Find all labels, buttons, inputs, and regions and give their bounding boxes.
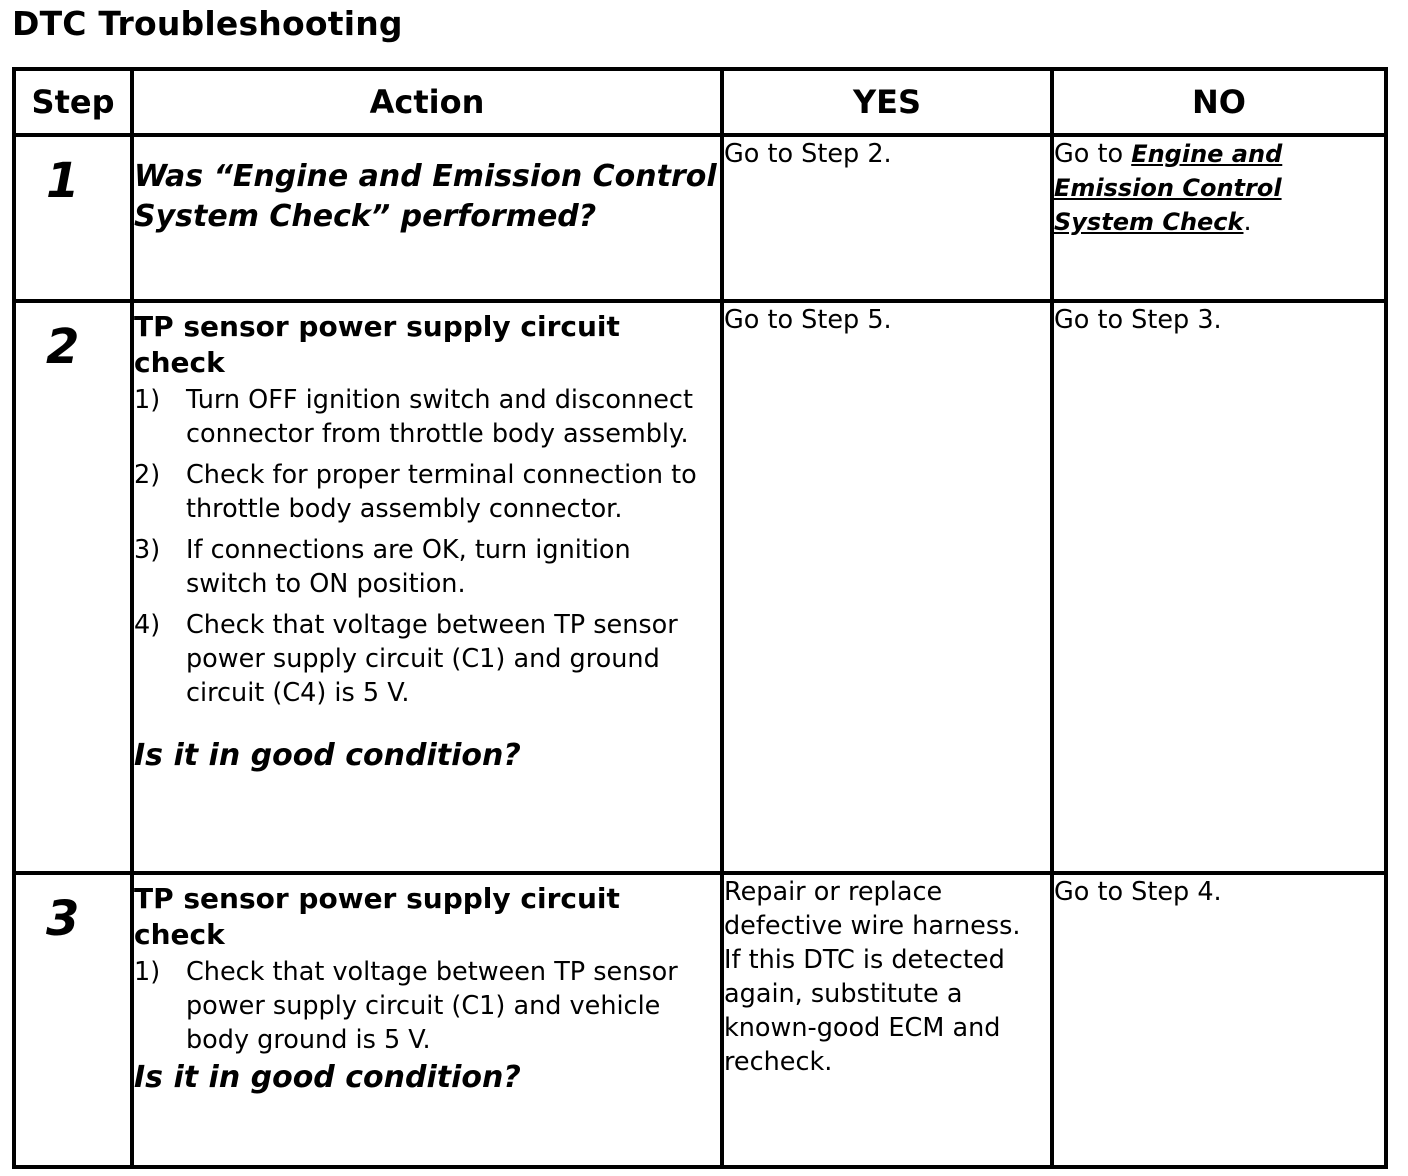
substep-text: If connections are OK, turn ignition switch to ON position. <box>186 535 631 599</box>
substep-item <box>134 955 720 1057</box>
no-text: Go to Step 4. <box>1054 877 1222 907</box>
substep-number: 1) <box>134 385 161 415</box>
step-number: 3 <box>46 891 80 947</box>
dtc-troubleshooting-table <box>12 67 1388 1169</box>
step-cell <box>14 301 132 873</box>
yes-cell <box>722 301 1052 873</box>
no-text: Go to Step 3. <box>1054 305 1222 335</box>
action-cell <box>132 301 722 873</box>
yes-text-repair: Repair or replace defective wire harness. <box>724 877 1021 941</box>
action-cell <box>132 135 722 301</box>
substep-item <box>134 383 720 451</box>
step-number: 1 <box>46 153 80 209</box>
substep-item <box>134 458 720 526</box>
header-action: Action <box>132 69 722 135</box>
substep-text: Check for proper terminal connection to throttle body assembly connector. <box>186 460 697 524</box>
no-cell <box>1052 301 1386 873</box>
step-number: 2 <box>46 319 80 375</box>
substep-item <box>134 608 720 710</box>
step-question: Is it in good condition? <box>134 1060 521 1095</box>
substep-list <box>134 383 720 710</box>
substep-text: Check that voltage between TP sensor power supply circuit (C1) and vehicle body ground is 5 V. <box>186 957 678 1055</box>
check-title: TP sensor power supply circuit check <box>134 310 620 379</box>
table-row-step-2 <box>14 301 1386 873</box>
substep-number: 4) <box>134 610 161 640</box>
header-yes: YES <box>722 69 1052 135</box>
step-question: Is it in good condition? <box>134 738 521 773</box>
yes-cell <box>722 135 1052 301</box>
check-title: TP sensor power supply circuit check <box>134 882 620 951</box>
substep-number: 1) <box>134 957 161 987</box>
yes-text: Go to Step 2. <box>724 139 892 169</box>
no-text-suffix: . <box>1243 207 1252 237</box>
header-no: NO <box>1052 69 1386 135</box>
substep-item <box>134 533 720 601</box>
no-text-prefix: Go to <box>1054 139 1132 169</box>
substep-text: Turn OFF ignition switch and disconnect connector from throttle body assembly. <box>186 385 693 449</box>
yes-cell <box>722 873 1052 1167</box>
yes-text-substitute: If this DTC is detected again, substitute a known-good ECM and recheck. <box>724 945 1005 1077</box>
no-cell <box>1052 135 1386 301</box>
page-title: DTC Troubleshooting <box>12 4 403 43</box>
substep-number: 2) <box>134 460 161 490</box>
substep-text: Check that voltage between TP sensor power supply circuit (C1) and ground circuit (C4) is 5 V. <box>186 610 678 708</box>
action-cell <box>132 873 722 1167</box>
no-cell <box>1052 873 1386 1167</box>
yes-text: Go to Step 5. <box>724 305 892 335</box>
substep-list <box>134 955 720 1057</box>
header-step: Step <box>14 69 132 135</box>
engine-emission-check-link[interactable]: Engine and Emission Control System Check <box>1054 140 1283 236</box>
substep-number: 3) <box>134 535 161 565</box>
step-question: Was “Engine and Emission Control System Check” performed? <box>134 159 717 234</box>
table-row-step-3 <box>14 873 1386 1167</box>
step-cell <box>14 135 132 301</box>
table-header-row <box>14 69 1386 135</box>
step-cell <box>14 873 132 1167</box>
table-row-step-1 <box>14 135 1386 301</box>
